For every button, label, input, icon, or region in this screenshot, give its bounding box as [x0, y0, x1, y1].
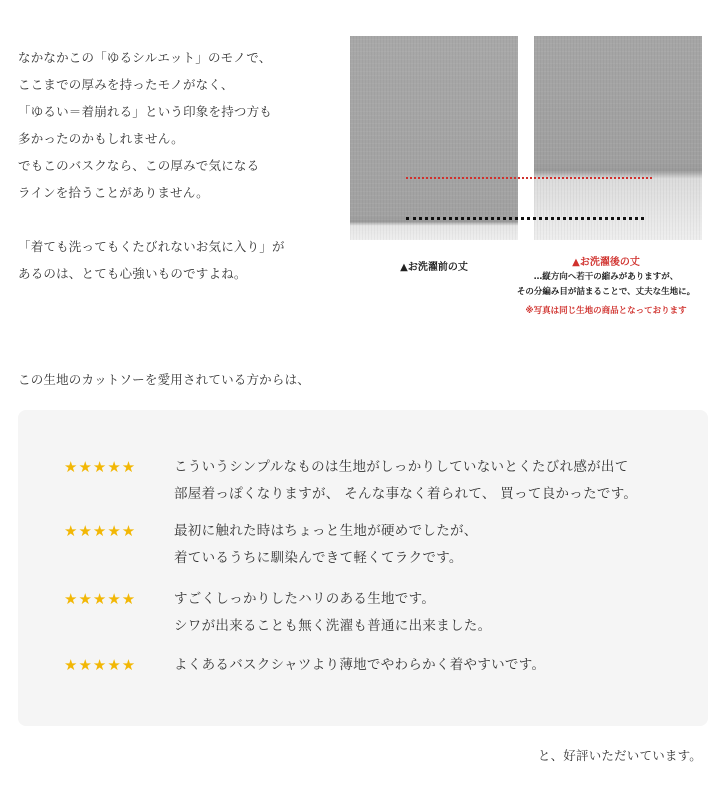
review-text: よくあるバスクシャツより薄地でやわらかく着やすいです。: [174, 657, 546, 673]
review-text: すごくしっかりしたハリのある生地です。 シワが出来ることも無く洗濯も普通に出来ました。: [174, 591, 492, 634]
star-rating-icon: ★★★★★: [64, 458, 137, 476]
fabric-photo-after-wash: [534, 36, 702, 240]
after-wash-length-line: [406, 177, 652, 179]
intro-paragraph-1: なかなかこの「ゆるシルエット」のモノで、 ここまでの厚みを持ったモノがなく、 「ゆるい＝着崩れる」という印象を持つ方も 多かったのかもしれません。 でもこのバスクなら、この厚みで気になる ラインを拾うことがありません。: [18, 50, 273, 200]
after-wash-caption-block: [500, 256, 712, 318]
intro-paragraph-2: 「着ても洗ってもくたびれないお気に入り」が あるのは、とても心強いものですよね。: [18, 239, 285, 281]
closing-text: と、好評いただいています。: [537, 748, 702, 763]
review-item: [64, 586, 694, 640]
review-item: [64, 454, 694, 508]
after-wash-note-2: その分編み目が詰まることで、丈夫な生地に。: [516, 287, 696, 297]
after-wash-caption: ▲お洗濯後の丈: [572, 257, 640, 268]
review-text: こういうシンプルなものは生地がしっかりしていないとくたびれ感が出て 部屋着っぽくなりますが、 そんな事なく着られて、 買って良かったです。: [174, 459, 638, 502]
star-rating-icon: ★★★★★: [64, 590, 137, 608]
reviews-panel: [18, 410, 708, 726]
star-rating-icon: ★★★★★: [64, 656, 137, 674]
photo-disclaimer: ※写真は同じ生地の商品となっております: [525, 306, 687, 316]
review-item: [64, 518, 694, 572]
before-wash-length-line: [406, 217, 644, 220]
review-text: 最初に触れた時はちょっと生地が硬めでしたが、 着ているうちに馴染んできて軽くてラクです。: [174, 523, 478, 566]
fabric-photo-before-wash: [350, 36, 518, 240]
reviews-lead-text: この生地のカットソーを愛用されている方からは、: [18, 372, 310, 387]
review-item: [64, 652, 694, 679]
intro-text: [18, 44, 338, 287]
after-wash-note-1: …縦方向へ若干の縮みがありますが、: [533, 272, 679, 282]
star-rating-icon: ★★★★★: [64, 522, 137, 540]
before-wash-caption: ▲お洗濯前の丈: [400, 262, 468, 273]
